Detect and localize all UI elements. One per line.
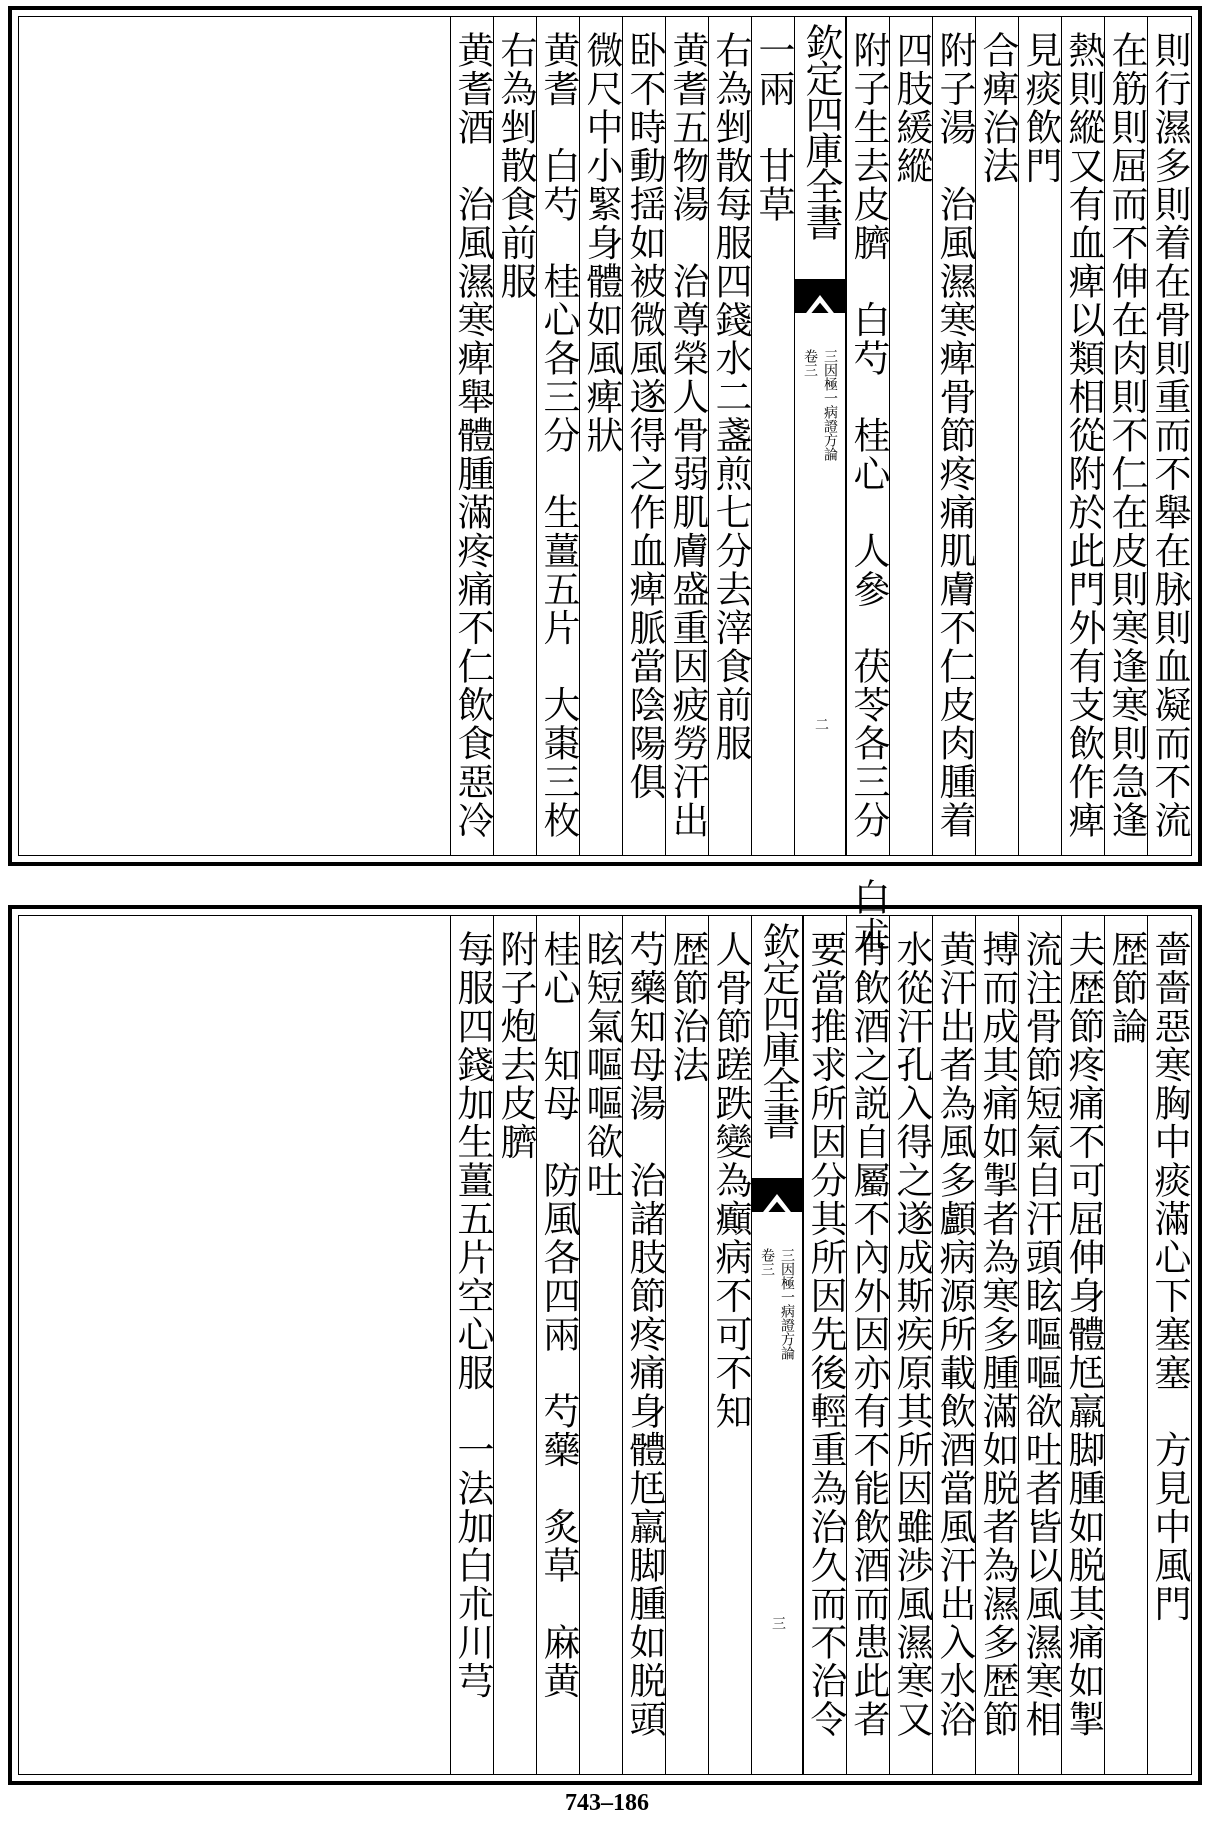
volume-label: 卷三 — [802, 349, 818, 377]
column-text: 熱則縱又有血痺以類相從附於此門外有支飲作痺 — [1062, 31, 1105, 840]
top_page-right-column — [1104, 17, 1147, 855]
column-text: 芍藥知母湯 治諸肢節疼痛身體尪羸脚腫如脱頭 — [623, 930, 666, 1739]
bottom_page-right-column — [846, 916, 889, 1774]
top_page-right-column — [1018, 17, 1061, 855]
top_page-left-column — [665, 17, 708, 855]
column-text: 附子生去皮臍 白芍 桂心 人參 茯苓各三分 白朮 — [847, 31, 890, 955]
volume-label: 卷三 — [759, 1248, 775, 1276]
leaf-number: 二 — [813, 717, 829, 731]
top_page-right-column — [932, 17, 975, 855]
column-text: 微尺中小緊身體如風痺狀 — [580, 31, 623, 455]
column-text: 四肢緩縱 — [890, 31, 933, 185]
top_page-left-column — [708, 17, 751, 855]
bottom-page — [8, 905, 1202, 1785]
bottom_page-left-column — [665, 916, 708, 1774]
column-text: 人骨節蹉跌變為癲病不可不知 — [709, 930, 752, 1431]
top_page-right-column — [1061, 17, 1104, 855]
leaf-number: 三 — [770, 1616, 786, 1630]
top-page-frame — [18, 16, 1192, 955]
bottom_page-left-column — [708, 916, 751, 1774]
bottom_page-left-column — [493, 916, 536, 1774]
center-title-strip — [751, 916, 803, 1774]
page-number-footer: 743–186 — [565, 1790, 649, 1816]
column-text: 見痰飲門 — [1019, 31, 1062, 185]
bottom_page-left-column — [579, 916, 622, 1774]
book-title: 欽定四庫全書 — [799, 23, 843, 239]
bottom_page-right-column — [1061, 916, 1104, 1774]
column-text: 右為剉散每服四錢水二盞煎七分去滓食前服 — [709, 31, 752, 763]
bottom_page-right-column — [1147, 916, 1190, 1774]
column-text: 一兩 甘草 — [752, 31, 795, 224]
column-text: 在筋則屈而不伸在肉則不仁在皮則寒逢寒則急逢 — [1105, 31, 1148, 840]
column-text: 附子湯 治風濕寒痺骨節疼痛肌膚不仁皮肉腫着 — [933, 31, 976, 840]
top_page-left-column — [493, 17, 536, 855]
bottom_page-right-column — [975, 916, 1018, 1774]
top_page-right-column — [889, 17, 932, 855]
column-text: 合痺治法 — [976, 31, 1019, 185]
column-text: 右為剉散食前服 — [494, 31, 537, 301]
fish-tail-mark — [795, 279, 845, 313]
column-text: 歴節治法 — [666, 930, 709, 1084]
top_page-left-column — [622, 17, 665, 855]
bottom_page-left-column — [450, 916, 493, 1774]
column-text: 黄耆酒 治風濕寒痺舉體腫滿疼痛不仁飲食惡冷 — [451, 31, 494, 840]
source-title: 三因極一病證方論 — [779, 1248, 795, 1360]
column-text: 黄汗出者為風多顱病源所載飲酒當風汗出入水浴 — [933, 930, 976, 1739]
top_page-right-column — [1147, 17, 1190, 855]
column-text: 嗇嗇惡寒胸中痰滿心下塞塞 方見中風門 — [1148, 930, 1191, 1623]
top_page-left-column — [579, 17, 622, 855]
book-title: 欽定四庫全書 — [756, 922, 800, 1138]
column-text: 水從汗孔入得之遂成斯疾原其所因雖渉風濕寒又 — [890, 930, 933, 1739]
top_page-right-column — [975, 17, 1018, 855]
column-text: 眩短氣嘔嘔欲吐 — [580, 930, 623, 1200]
column-text: 則行濕多則着在骨則重而不舉在脉則血凝而不流 — [1148, 31, 1191, 840]
source-title: 三因極一病證方論 — [822, 349, 838, 461]
column-text: 黄耆 白芍 桂心各三分 生薑五片 大棗三枚 — [537, 31, 580, 840]
bottom_page-left-column — [622, 916, 665, 1774]
bottom_page-right-column — [803, 916, 846, 1774]
column-text: 桂心 知母 防風各四兩 芍藥 炙草 麻黄 — [537, 930, 580, 1700]
bottom_page-right-column — [932, 916, 975, 1774]
bottom_page-left-column — [536, 916, 579, 1774]
column-text: 搏而成其痛如掣者為寒多腫滿如脱者為濕多歴節 — [976, 930, 1019, 1739]
column-text: 歴節論 — [1105, 930, 1148, 1046]
bottom_page-right-column — [1018, 916, 1061, 1774]
column-text: 每服四錢加生薑五片空心服 一法加白朮川芎 — [451, 930, 494, 1700]
column-text: 卧不時動揺如被微風遂得之作血痺脈當陰陽俱 — [623, 31, 666, 801]
top-page — [8, 6, 1202, 955]
top_page-left-column — [751, 17, 794, 855]
column-text: 黄耆五物湯 治尊榮人骨弱肌膚盛重因疲勞汗出 — [666, 31, 709, 840]
column-text: 流注骨節短氣自汗頭眩嘔嘔欲吐者皆以風濕寒相 — [1019, 930, 1062, 1739]
column-text: 要當推求所因分其所因先後輕重為治久而不治令 — [804, 930, 847, 1739]
top_page-left-column — [536, 17, 579, 855]
column-text: 有飲酒之説自屬不內外因亦有不能飲酒而患此者 — [847, 930, 890, 1739]
top_page-left-column — [450, 17, 493, 855]
bottom_page-right-column — [1104, 916, 1147, 1774]
column-text: 夫歴節疼痛不可屈伸身體尪羸脚腫如脱其痛如掣 — [1062, 930, 1105, 1739]
column-text: 附子炮去皮臍 — [494, 930, 537, 1161]
center-title-strip — [794, 17, 846, 855]
bottom-page-frame — [18, 915, 1192, 1775]
bottom_page-right-column — [889, 916, 932, 1774]
top_page-right-column — [846, 17, 890, 955]
fish-tail-mark — [752, 1178, 802, 1212]
